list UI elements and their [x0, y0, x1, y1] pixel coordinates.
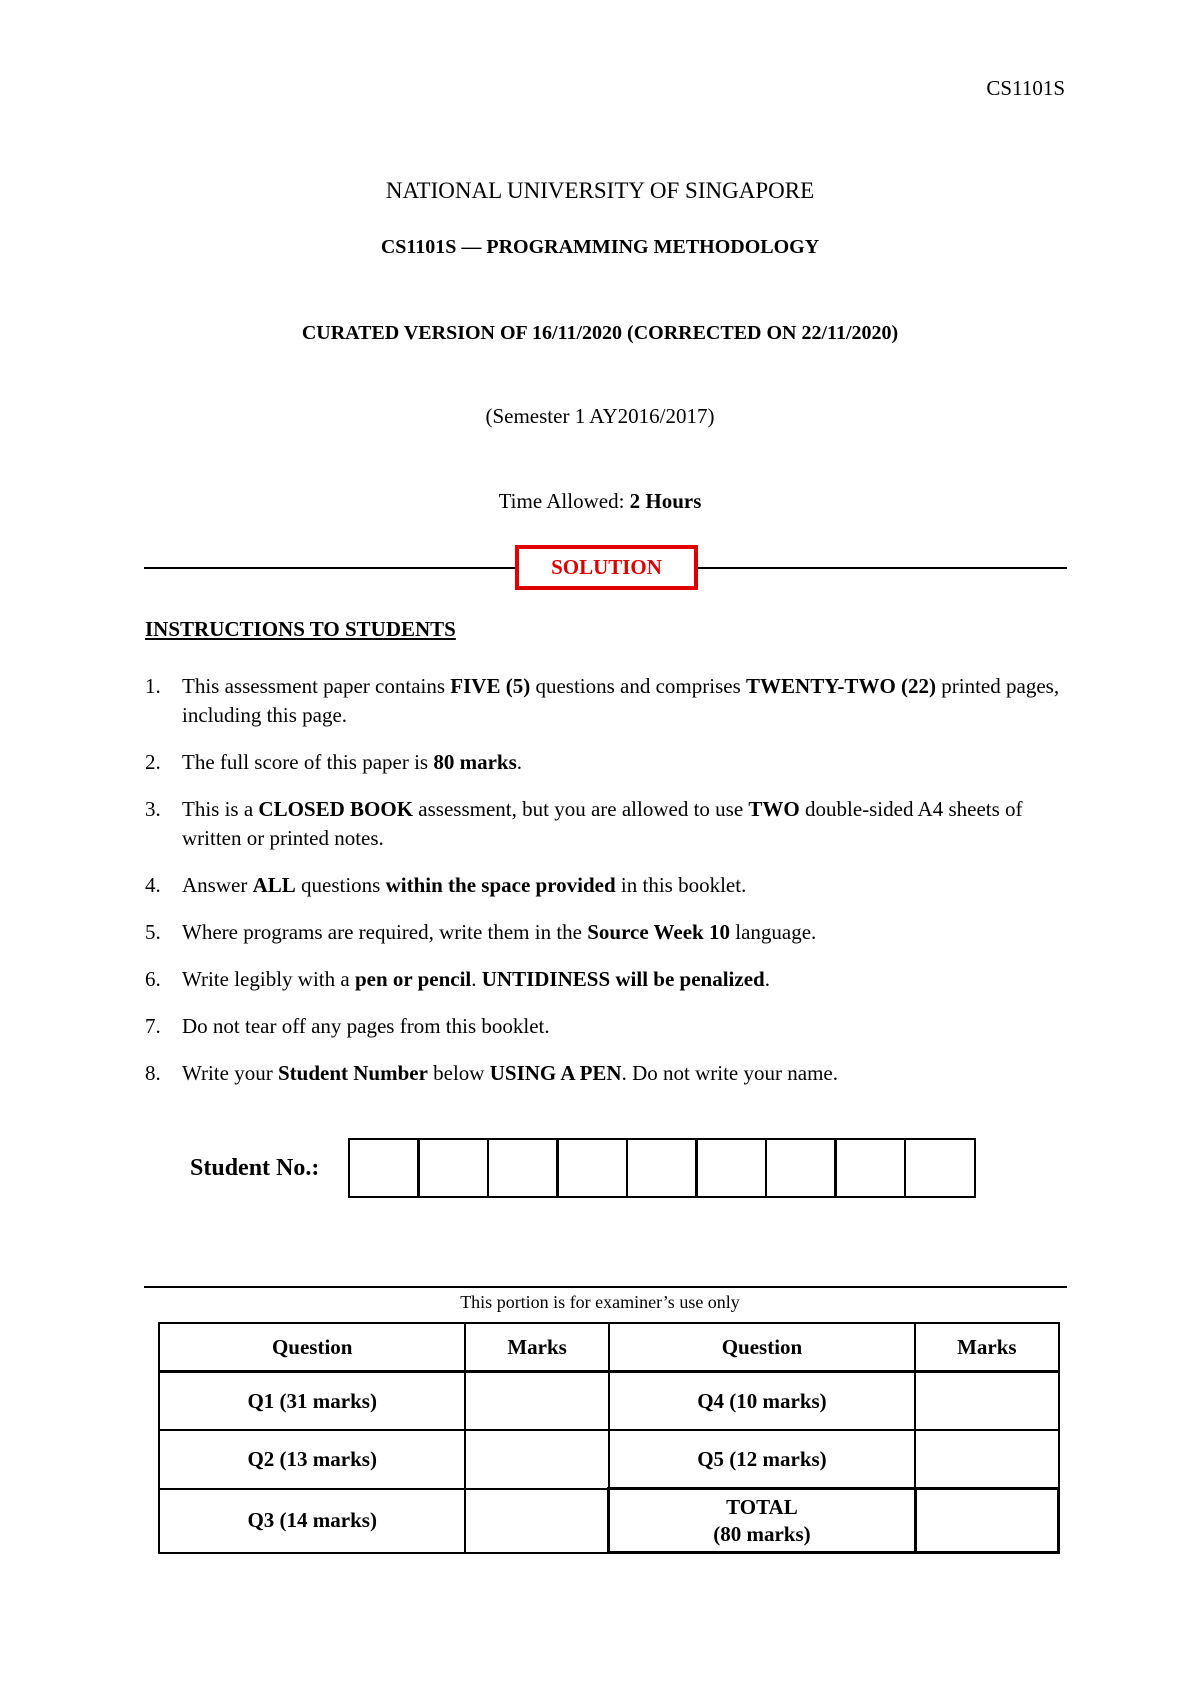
- student-number-box[interactable]: [834, 1138, 906, 1198]
- instruction-text: printed pages, including this page.: [182, 674, 1060, 727]
- instruction-number: 2.: [145, 750, 161, 774]
- marks-cell[interactable]: [465, 1372, 608, 1431]
- student-number-box[interactable]: [695, 1138, 767, 1198]
- instruction-text: assessment, but you are allowed to use: [413, 797, 749, 821]
- course-title: CS1101S — PROGRAMMING METHODOLOGY: [380, 236, 820, 258]
- instruction-text: in this booklet.: [615, 873, 747, 897]
- instruction-emphasis: within the space provided: [385, 873, 616, 897]
- total-marks-cell[interactable]: [915, 1489, 1058, 1553]
- instruction-emphasis: UNTIDINESS will be penalized: [481, 967, 765, 991]
- instruction-item: [145, 748, 1065, 777]
- instruction-emphasis: Source Week 10: [587, 920, 730, 944]
- time-allowed: [0, 489, 1200, 514]
- page-header-course-code: CS1101S: [986, 76, 1065, 100]
- student-number-box[interactable]: [487, 1138, 559, 1198]
- instruction-item: [145, 672, 1065, 730]
- instruction-text: double-sided A4 sheets of written or printed notes.: [182, 797, 1023, 850]
- question-cell: Q1 (31 marks): [159, 1372, 465, 1431]
- total-label: TOTAL: [726, 1494, 798, 1519]
- instruction-text: Where programs are required, write them in the: [182, 920, 588, 944]
- instruction-item: [145, 965, 1065, 994]
- instructions-title: INSTRUCTIONS TO STUDENTS: [145, 617, 456, 641]
- header-marks-left: Marks: [465, 1323, 608, 1372]
- instruction-emphasis: USING A PEN: [489, 1061, 622, 1085]
- student-number-box[interactable]: [626, 1138, 698, 1198]
- instruction-text: questions: [295, 873, 386, 897]
- instruction-emphasis: FIVE (5): [450, 674, 531, 698]
- instruction-text: Do not tear off any pages from this booklet.: [182, 1014, 550, 1038]
- instruction-item: [145, 1059, 1065, 1088]
- student-number-box[interactable]: [765, 1138, 837, 1198]
- time-allowed-value: 2 Hours: [629, 489, 702, 513]
- instruction-emphasis: Student Number: [277, 1061, 428, 1085]
- instruction-text: The full score of this paper is: [182, 750, 434, 774]
- student-number-box[interactable]: [556, 1138, 628, 1198]
- instruction-text: . Do not write your name.: [621, 1061, 838, 1085]
- examiner-divider: [144, 1286, 1067, 1288]
- student-number-boxes[interactable]: [350, 1138, 976, 1198]
- examiner-note: This portion is for examiner’s use only: [460, 1292, 740, 1312]
- question-cell: Q5 (12 marks): [609, 1430, 915, 1489]
- instruction-item: [145, 918, 1065, 947]
- university-name: NATIONAL UNIVERSITY OF SINGAPORE: [385, 178, 815, 203]
- divider-right: [697, 567, 1067, 569]
- table-row: [159, 1372, 1059, 1431]
- table-row: [159, 1430, 1059, 1489]
- marks-table: [158, 1322, 1060, 1554]
- student-number-box[interactable]: [348, 1138, 420, 1198]
- header-marks-right: Marks: [915, 1323, 1058, 1372]
- time-allowed-label: Time Allowed:: [498, 489, 630, 513]
- instruction-number: 5.: [145, 920, 161, 944]
- instruction-number: 6.: [145, 967, 161, 991]
- marks-table-header: [159, 1323, 1059, 1372]
- instruction-text: This is a: [182, 797, 259, 821]
- instructions-list: [145, 672, 1065, 1106]
- total-cell: [609, 1489, 915, 1553]
- instruction-emphasis: TWENTY-TWO (22): [746, 674, 937, 698]
- instruction-text: Write legibly with a: [182, 967, 355, 991]
- divider-left: [144, 567, 516, 569]
- instruction-emphasis: 80 marks: [433, 750, 517, 774]
- total-marks-label: (80 marks): [713, 1521, 811, 1546]
- student-number-box[interactable]: [417, 1138, 489, 1198]
- marks-cell[interactable]: [465, 1489, 608, 1553]
- question-cell: Q4 (10 marks): [609, 1372, 915, 1431]
- solution-stamp: SOLUTION: [515, 545, 698, 590]
- version-line: CURATED VERSION OF 16/11/2020 (CORRECTED ON 22/11/2020): [301, 322, 899, 344]
- instruction-number: 4.: [145, 873, 161, 897]
- question-cell: Q2 (13 marks): [159, 1430, 465, 1489]
- student-number-label: Student No.:: [190, 1155, 320, 1181]
- instruction-number: 1.: [145, 674, 161, 698]
- table-row: [159, 1489, 1059, 1553]
- marks-cell[interactable]: [915, 1430, 1058, 1489]
- student-number-box[interactable]: [904, 1138, 976, 1198]
- question-cell: Q3 (14 marks): [159, 1489, 465, 1553]
- instruction-text: .: [764, 967, 770, 991]
- instruction-emphasis: pen or pencil: [354, 967, 472, 991]
- instruction-text: language.: [729, 920, 817, 944]
- header-question-right: Question: [609, 1323, 915, 1372]
- marks-cell[interactable]: [915, 1372, 1058, 1431]
- instruction-emphasis: CLOSED BOOK: [258, 797, 414, 821]
- marks-cell[interactable]: [465, 1430, 608, 1489]
- instruction-text: This assessment paper contains: [182, 674, 451, 698]
- instruction-emphasis: TWO: [748, 797, 800, 821]
- semester-line: (Semester 1 AY2016/2017): [485, 404, 715, 428]
- instruction-text: below: [427, 1061, 490, 1085]
- instruction-text: Write your: [182, 1061, 278, 1085]
- instruction-item: [145, 1012, 1065, 1041]
- instruction-item: [145, 795, 1065, 853]
- instruction-item: [145, 871, 1065, 900]
- instruction-number: 8.: [145, 1061, 161, 1085]
- instruction-text: .: [516, 750, 523, 774]
- instruction-emphasis: ALL: [252, 873, 296, 897]
- instruction-number: 3.: [145, 797, 161, 821]
- instruction-text: questions and comprises: [530, 674, 747, 698]
- header-question-left: Question: [159, 1323, 465, 1372]
- instruction-text: .: [471, 967, 482, 991]
- instruction-text: Answer: [182, 873, 253, 897]
- instruction-number: 7.: [145, 1014, 161, 1038]
